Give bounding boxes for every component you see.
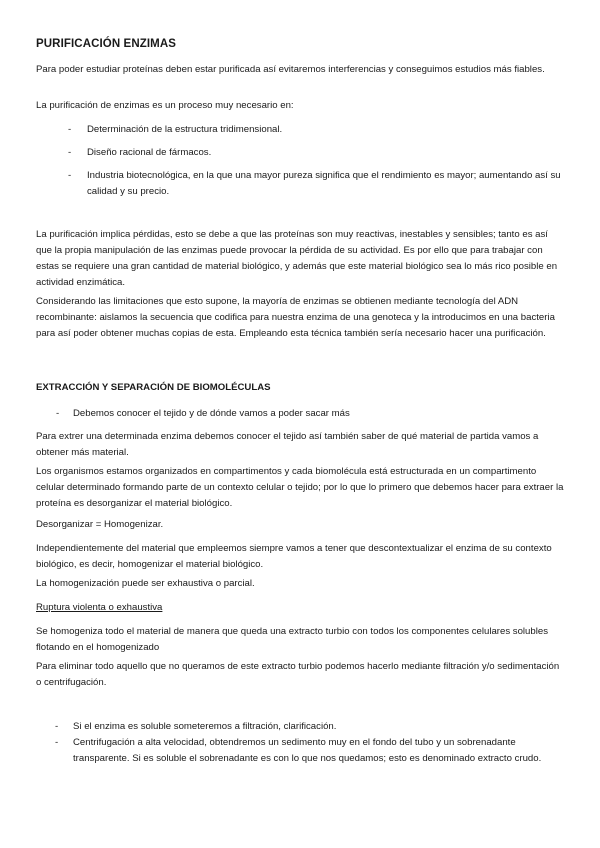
homogenize-equation: Desorganizar = Homogenizar.	[36, 519, 164, 530]
list-item: Si el enzima es soluble someteremos a filtración, clarificación.	[73, 721, 337, 732]
losses-paragraph: La purificación implica pérdidas, esto se debe a que las proteínas son muy reactivas, inestables y sensibles; tanto es así que la propia manipulación de las enzimas puede provocar la pérdida de su actividad. Es por ello que para trabajar con estas se requiere una gran cantidad de material biológico, y además que este material biológico sea lo más rico posible en actividad enzimática.	[36, 229, 558, 288]
list-dash: -	[55, 737, 59, 748]
subheading: Ruptura violenta o exhaustiva	[36, 602, 163, 613]
adn-paragraph: Considerando las limitaciones que esto supone, la mayoría de enzimas se obtienen mediante tecnología del ADN recombinante: aislamos la secuencia que codifica para nuestra enzima de una genoteca y la introducimos en una bacteria para así poder obtener muchas copias de esta. Empleando esta técnica también sería necesario hacer una purificación.	[36, 296, 555, 339]
lead-paragraph: La purificación de enzimas es un proceso muy necesario en:	[36, 100, 294, 111]
list-dash: -	[55, 721, 59, 732]
list-item: Centrifugación a alta velocidad, obtendremos un sedimento muy en el fondo del tubo y un sobrenadante transparente. Si es soluble el sobrenadante es con lo que nos quedamos; esto es denominado extracto crudo.	[73, 737, 542, 764]
list-item: Industria biotecnológica, en la que una mayor pureza significa que el rendimiento es mayor; aumentando así su calidad y su precio.	[87, 170, 561, 197]
homogenize-all-paragraph: Se homogeniza todo el material de manera que queda una extracto turbio con todos los componentes celulares solubles flotando en el homogenizado	[36, 626, 548, 653]
list-item: Debemos conocer el tejido y de dónde vamos a poder sacar más	[73, 408, 350, 419]
independent-paragraph: Independientemente del material que empleemos siempre vamos a tener que descontextualizar el enzima de su contexto biológico, es decir, homogenizar el material biológico.	[36, 543, 552, 570]
intro-paragraph: Para poder estudiar proteínas deben estar purificada así evitaremos interferencias y conseguimos estudios más fiables.	[36, 64, 545, 75]
homogenization-paragraph: La homogenización puede ser exhaustiva o parcial.	[36, 578, 255, 589]
list-dash: -	[68, 147, 72, 158]
list-dash: -	[56, 408, 60, 419]
section-title: EXTRACCIÓN Y SEPARACIÓN DE BIOMOLÉCULAS	[36, 382, 271, 393]
list-dash: -	[68, 170, 72, 181]
list-item: Diseño racional de fármacos.	[87, 147, 212, 158]
page-title: PURIFICACIÓN ENZIMAS	[36, 38, 176, 50]
organisms-paragraph: Los organismos estamos organizados en compartimentos y cada biomolécula está estructurada en un compartimento celular determinado formando parte de un contexto celular o tejido; por lo que lo primero que debemos hacer para extraer la proteína es desorganizar el material biológico.	[36, 466, 564, 509]
remove-paragraph: Para eliminar todo aquello que no queramos de este extracto turbio podemos hacerlo mediante filtración y/o sedimentación o centrifugación.	[36, 661, 560, 688]
list-item: Determinación de la estructura tridimensional.	[87, 124, 283, 135]
extract-paragraph: Para extrer una determinada enzima debemos conocer el tejido así también saber de qué material de partida vamos a obtener más material.	[36, 431, 539, 458]
list-dash: -	[68, 124, 72, 135]
